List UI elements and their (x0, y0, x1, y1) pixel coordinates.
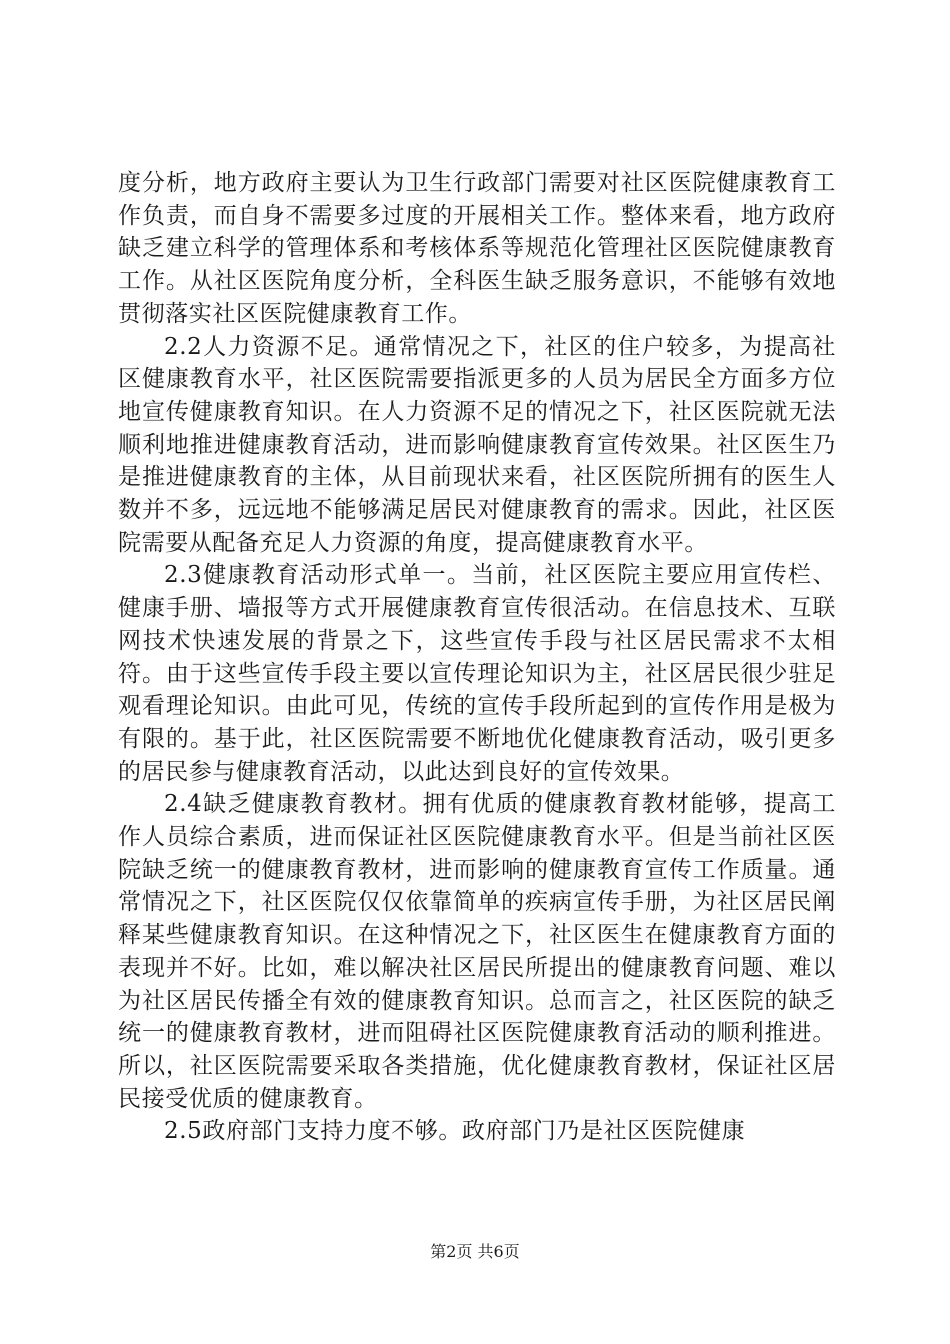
paragraph-2-5-government-support: 2.5政府部门支持力度不够。政府部门乃是社区医院健康 (164, 1118, 746, 1145)
body-text (118, 167, 836, 1148)
paragraph-2-4-teaching-materials: 2.4缺乏健康教育教材。拥有优质的健康教育教材能够，提高工作人员综合素质，进而保证社区医院健康教育水平。但是当前社区医院缺乏统一的健康教育教材，进而影响的健康教育宣传工作质量。通常情况之下，社区医院仅仅依靠简单的疾病宣传手册，为社区居民阐释某些健康教育知识。在这种情况之下，社区医生在健康教育方面的表现并不好。比如，难以解决社区居民所提出的健康教育问题、难以为社区居民传播全有效的健康教育知识。总而言之，社区医院的缺乏统一的健康教育教材，进而阻碍社区医院健康教育活动的顺利推进。所以，社区医院需要采取各类措施，优化健康教育教材，保证社区居民接受优质的健康教育。 (118, 791, 836, 1112)
page-footer (0, 1242, 950, 1262)
paragraph-2-2-human-resources: 2.2人力资源不足。通常情况之下，社区的住户较多，为提高社区健康教育水平，社区医院需要指派更多的人员为居民全方面多方位地宣传健康教育知识。在人力资源不足的情况之下，社区医院就无法顺利地推进健康教育活动，进而影响健康教育宣传效果。社区医生乃是推进健康教育的主体，从目前现状来看，社区医院所拥有的医生人数并不多，远远地不能够满足居民对健康教育的需求。因此，社区医院需要从配备充足人力资源的角度，提高健康教育水平。 (118, 333, 836, 556)
paragraph-continuation: 度分析，地方政府主要认为卫生行政部门需要对社区医院健康教育工作负责，而自身不需要多过度的开展相关工作。整体来看，地方政府缺乏建立科学的管理体系和考核体系等规范化管理社区医院健康教育工作。从社区医院角度分析，全科医生缺乏服务意识，不能够有效地贯彻落实社区医院健康教育工作。 (118, 170, 836, 327)
paragraph-2-3-activity-forms: 2.3健康教育活动形式单一。当前，社区医院主要应用宣传栏、健康手册、墙报等方式开展健康教育宣传很活动。在信息技术、互联网技术快速发展的背景之下，这些宣传手段与社区居民需求不太相符。由于这些宣传手段主要以宣传理论知识为主，社区居民很少驻足观看理论知识。由此可见，传统的宣传手段所起到的宣传作用是极为有限的。基于此，社区医院需要不断地优化健康教育活动，吸引更多的居民参与健康教育活动，以此达到良好的宣传效果。 (118, 562, 836, 785)
page-number-label: 第2页 共6页 (430, 1242, 520, 1261)
